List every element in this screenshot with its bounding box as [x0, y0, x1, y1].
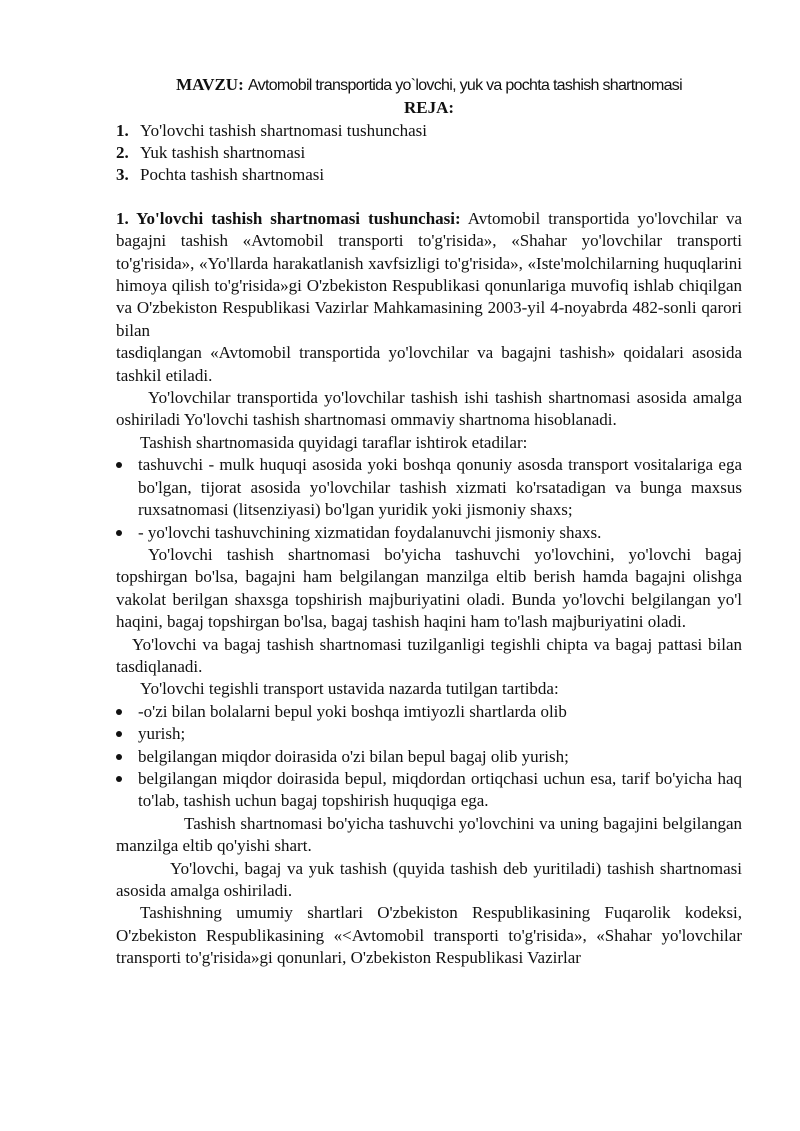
paragraph-general: Tashishning umumiy shartlari O'zbekiston Respublikasining Fuqarolik kodeksi, O'zbekiston Respublikasining «<Avtomobil transporti to'g'risida», «Shahar yo'lovchilar transporti to'g'risida»gi qonunlari, O'zbekiston Respublikasi Vazirlar [116, 903, 742, 968]
list-item [116, 701, 742, 723]
list-item-text: yurish; [138, 724, 186, 744]
section-intro [116, 208, 742, 342]
paragraph-basis: Yo'lovchi, bagaj va yuk tashish (quyida tashish deb yuritiladi) tashish shartnomasi asosida amalga oshiriladi. [116, 858, 742, 900]
bullet-icon [116, 754, 122, 760]
list-item-text: tashuvchi - mulk huquqi asosida yoki boshqa qonuniy asosda transport vositalariga ega bo'lgan, tijorat asosida yo'lovchilar tashish xizmati ko'rsatadigan va bunga maxsus ruxsatnomasi (litsenziyasi) bo'lgan yuridik yoki jismoniy shaxs; [138, 455, 742, 520]
bullet-icon [116, 731, 122, 737]
plan-item [116, 142, 742, 164]
paragraph-obligation: Yo'lovchi tashish shartnomasi bo'yicha tashuvchi yo'lovchini, yo'lovchi bagaj topshirgan bo'lsa, bagajni ham belgilangan manzilga eltib berish hamda bagajni olishga vakolat berilgan shaxsga topshirish majburiyatini oladi. Bunda yo'lovchi belgilangan yo'l haqini, bagaj topshirgan bo'lsa, bagaj tashish haqini ham to'lash majburiyatini oladi. [116, 544, 742, 632]
list-item-text: - yo'lovchi tashuvchining xizmatidan foydalanuvchi jismoniy shaxs. [138, 522, 602, 542]
list-item [116, 522, 742, 544]
bullet-icon [116, 530, 122, 536]
title-label: MAVZU: [176, 75, 244, 94]
list-item-text: belgilangan miqdor doirasida o'zi bilan bepul bagaj olib yurish; [138, 746, 569, 766]
list-item [116, 454, 742, 521]
list-item [116, 746, 742, 768]
plan-item-number: 2. [116, 142, 129, 162]
section-heading: 1. Yo'lovchi tashish shartnomasi tushunchasi: [116, 208, 461, 228]
plan-heading: REJA: [403, 98, 455, 118]
list-item-text: -o'zi bilan bolalarni bepul yoki boshqa imtiyozli shartlarda olib [138, 701, 567, 721]
spacer [116, 186, 742, 208]
paragraph-contract: Yo'lovchilar transportida yo'lovchilar tashish ishi tashish shartnomasi asosida amalga oshiriladi Yo'lovchi tashish shartnomasi ommaviy shartnoma hisoblanadi. [116, 388, 742, 430]
plan-item [116, 120, 742, 142]
plan-item-text: Pochta tashish shartnomasi [140, 164, 325, 184]
plan-item-number: 3. [116, 164, 129, 184]
plan-list [116, 120, 742, 186]
rights-list [116, 701, 742, 813]
paragraph-ticket: Yo'lovchi va bagaj tashish shartnomasi tuzilganligi tegishli chipta va bagaj pattasi bilan tasdiqlanadi. [116, 634, 742, 676]
list-item-text: belgilangan miqdor doirasida bepul, miqdordan ortiqchasi uchun esa, tarif bo'yicha haq to'lab, tashish uchun bagaj topshirish huquqiga ega. [138, 768, 742, 811]
plan-item [116, 164, 742, 186]
paragraph-parties: Tashish shartnomasida quyidagi taraflar ishtirok etadilar: [140, 432, 528, 452]
bullet-icon [116, 776, 122, 782]
parties-list [116, 454, 742, 544]
paragraph-rights: Yo'lovchi tegishli transport ustavida nazarda tutilgan tartibda: [140, 679, 559, 699]
list-item [116, 768, 742, 813]
bullet-icon [116, 462, 122, 468]
plan-item-text: Yuk tashish shartnomasi [140, 142, 306, 162]
document-title [116, 74, 742, 97]
section-intro-continued: tasdiqlangan «Avtomobil transportida yo'lovchilar va bagajni tashish» qoidalari asosida tashkil etiladi. [116, 343, 742, 385]
plan-item-number: 1. [116, 120, 129, 140]
section-intro-text: Avtomobil transportida yo'lovchilar va bagajni tashish «Avtomobil transporti to'g'risida», «Shahar yo'lovchilar transporti to'g'risida», «Yo'llarda harakatlanish xavfsizligi to'g'risida», «Iste'molchilarning huquqlarini himoya qilish to'g'risida»gi O'zbekiston Respublikasi qonunlariga muvofiq ishlab chiqilgan va O'zbekiston Respublikasi Vazirlar Mahkamasining 2003-yil 4-noyabrda 482-sonli qarori bilan [116, 208, 742, 340]
paragraph-delivery: Tashish shartnomasi bo'yicha tashuvchi yo'lovchini va uning bagajini belgilangan manzilga eltib qo'yishi shart. [116, 813, 742, 856]
title-text: Avtomobil transportida yo`lovchi, yuk va pochta tashish shartnomasi [248, 77, 682, 94]
plan-item-text: Yo'lovchi tashish shartnomasi tushunchasi [140, 120, 428, 140]
bullet-icon [116, 709, 122, 715]
list-item [116, 723, 742, 745]
